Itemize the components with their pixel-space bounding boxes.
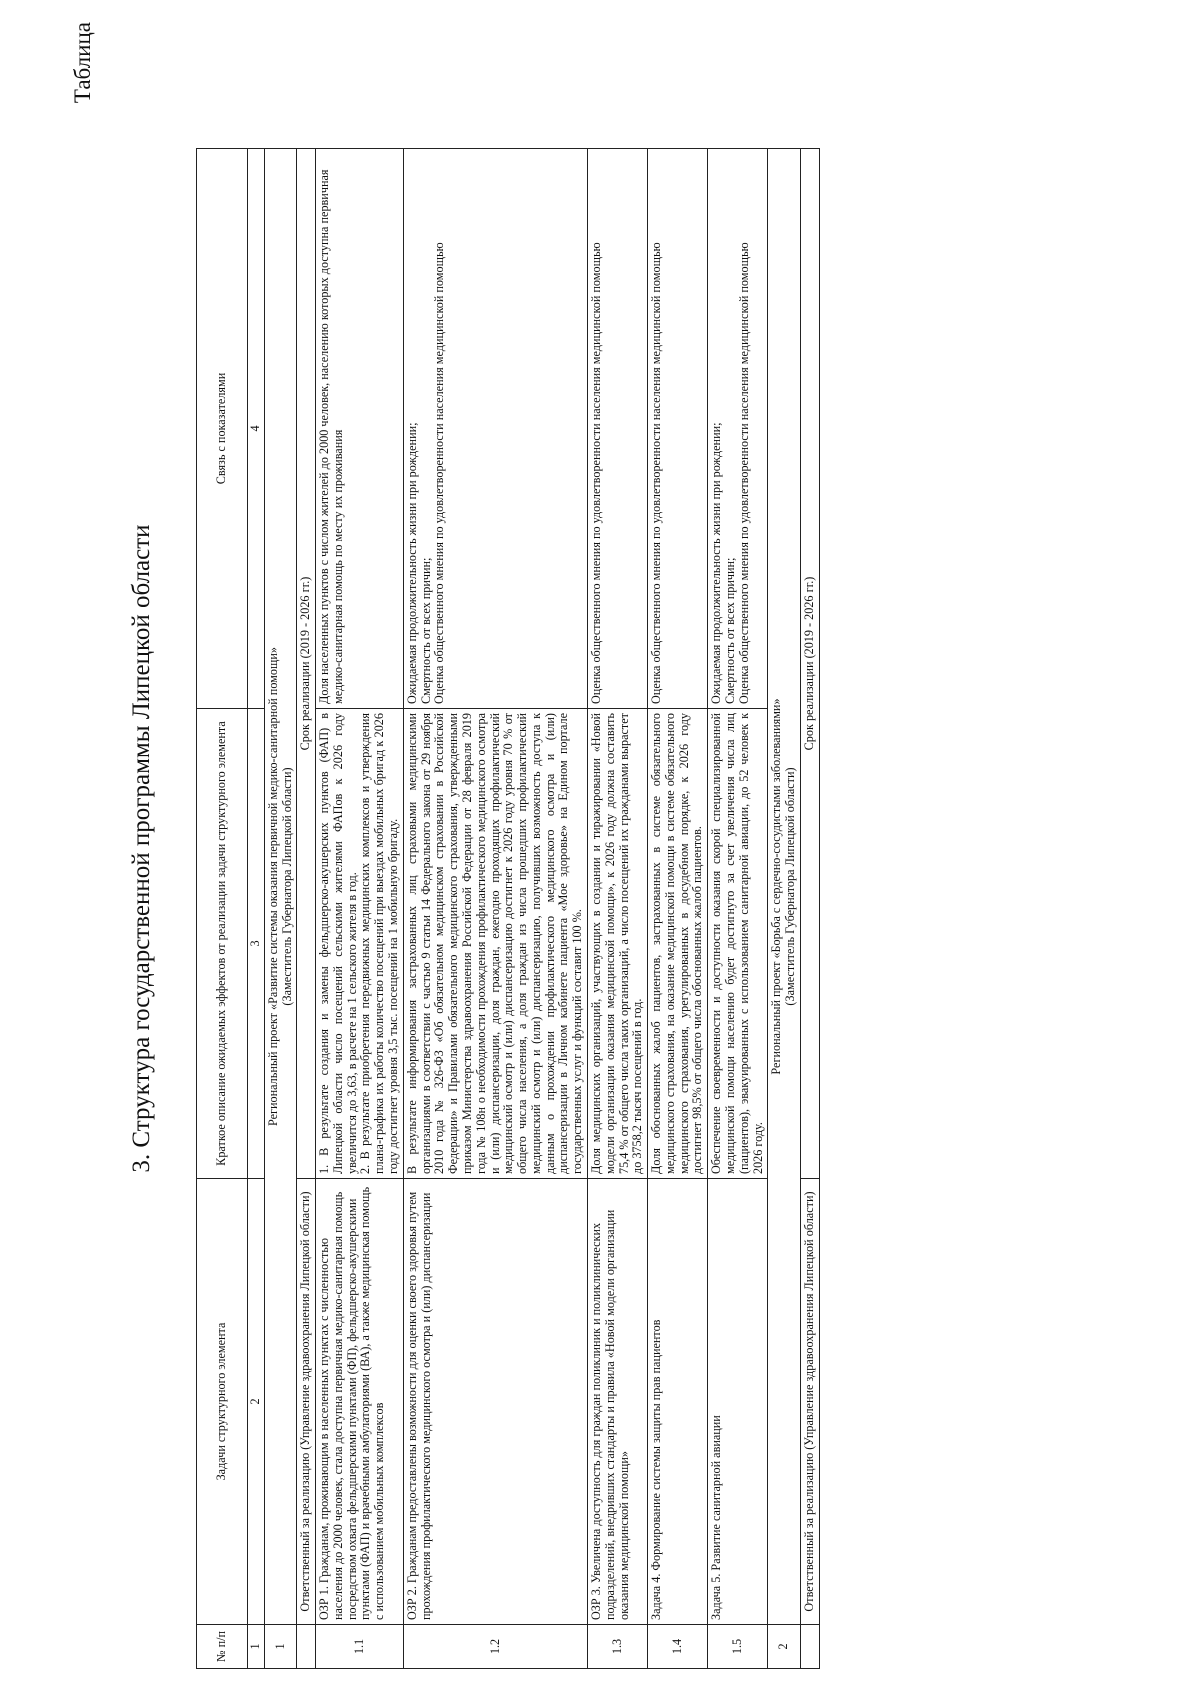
table-row xyxy=(403,149,587,1669)
column-number: 1 xyxy=(248,1625,265,1669)
row-indicators: Ожидаемая продолжительность жизни при рождении; Смертность от всех причин; Оценка общественного мнения по удовлетворенности населения медицинской помощью xyxy=(708,149,768,709)
program-structure-table xyxy=(196,148,820,1669)
table-caption: Таблица xyxy=(70,22,95,104)
period-text: Срок реализации (2019 - 2026 гг.) xyxy=(297,149,316,1179)
header-row xyxy=(197,149,248,1669)
table-row xyxy=(708,149,768,1669)
section-title: Региональный проект «Развитие системы оказания первичной медико-санитарной помощи» (Заместитель Губернатора Липецкой области) xyxy=(264,149,297,1625)
row-task: ОЗР 1. Гражданам, проживающим в населенных пунктах с численностью населения до 2000 человек, стала доступна первичная медико-санитарная помощь посредством охвата фельдшерскими пунктами (ФП), фельдшерско-акушерскими пунктами (ФАП) и врачебными амбулаториями (ВА), а также медицинская помощь с использованием мобильных комплексов xyxy=(316,1179,404,1625)
section-number: 1 xyxy=(264,1625,297,1669)
row-number: 1.5 xyxy=(708,1625,768,1669)
column-number: 4 xyxy=(248,149,265,709)
row-task: Задача 4. Формирование системы защиты прав пациентов xyxy=(648,1179,708,1625)
page-title: 3. Структура государственной программы Липецкой области xyxy=(128,524,155,1173)
row-task: Задача 5. Развитие санитарной авиации xyxy=(708,1179,768,1625)
row-effect: 1. В результате создания и замены фельдшерско-акушерских пунктов (ФАП) в Липецкой области число посещений сельскими жителями ФАПов к 2026 году увеличится до 3,63, в расчете на 1 сельского жителя в год. 2. В результате приобретения передвижных медицинских комплексов и утверждения плана-графика их работы количество посещений при выездах мобильных бригад к 2026 году достигнет уровня 3,5 тыс. посещений на 1 мобильную бригаду. xyxy=(316,709,404,1179)
table-row xyxy=(648,149,708,1669)
row-effect: Доля обоснованных жалоб пациентов, застрахованных в системе обязательного медицинского страхования, на оказание медицинской помощи в системе обязательного медицинского страхования, урегулированных в досудебном порядке, к 2026 году достигнет 98,5% от общего числа обоснованных жалоб пациентов. xyxy=(648,709,708,1179)
section-row xyxy=(264,149,297,1669)
section-number: 2 xyxy=(768,1625,801,1669)
responsible-row xyxy=(297,149,316,1669)
row-effect: В результате информирования застрахованных лиц страховыми медицинскими организациями в соответствии с частью 9 статьи 14 Федерального закона от 29 ноября 2010 года № 326-ФЗ «Об обязательном медицинском страховании в Российской Федерации» и Правилами обязательного медицинского страхования, утвержденными приказом Министерства здравоохранения Российской Федерации от 28 февраля 2019 года № 108н о необходимости прохождения профилактического медицинского осмотра и (или) диспансеризации, доля граждан, ежегодно проходящих профилактический медицинский осмотр и (или) диспансеризацию достигнет к 2026 году уровня 70 % от общего числа населения, а доля граждан из числа прошедших профилактический медицинский осмотр и (или) диспансеризацию, получивших возможность доступа к данным о прохождении профилактического медицинского осмотра и (или) диспансеризации в Личном кабинете пациента «Мое здоровье» на Едином портале государственных услуг и функций составит 100 %. xyxy=(403,709,587,1179)
section-title: Региональный проект «Борьба с сердечно-сосудистыми заболеваниями» (Заместитель Губернатора Липецкой области) xyxy=(768,149,801,1625)
header-cell: Связь с показателями xyxy=(197,149,248,709)
table-row xyxy=(316,149,404,1669)
responsible-text: Ответственный за реализацию (Управление здравоохранения Липецкой области) xyxy=(800,1179,819,1625)
row-task: ОЗР 3. Увеличена доступность для граждан поликлиник и поликлинических подразделений, внедривших стандарты и правила «Новой модели организации оказания медицинской помощи» xyxy=(587,1179,647,1625)
responsible-row xyxy=(800,149,819,1669)
header-cell: Задачи структурного элемента xyxy=(197,1179,248,1625)
row-effect: Обеспечение своевременности и доступности оказания скорой специализированной медицинской помощи населению будет достигнуто за счет увеличения числа лиц (пациентов), эвакуированных с использованием санитарной авиации, до 52 человек к 2026 году. xyxy=(708,709,768,1179)
row-indicators: Оценка общественного мнения по удовлетворенности населения медицинской помощью xyxy=(587,149,647,709)
row-indicators: Оценка общественного мнения по удовлетворенности населения медицинской помощью xyxy=(648,149,708,709)
column-number: 3 xyxy=(248,709,265,1179)
period-text: Срок реализации (2019 - 2026 гг.) xyxy=(800,149,819,1179)
column-number: 2 xyxy=(248,1179,265,1625)
row-indicators: Доля населенных пунктов с числом жителей до 2000 человек, населению которых доступна первичная медико-санитарная помощь по месту их проживания xyxy=(316,149,404,709)
row-indicators: Ожидаемая продолжительность жизни при рождении; Смертность от всех причин; Оценка общественного мнения по удовлетворенности населения медицинской помощью xyxy=(403,149,587,709)
table-row xyxy=(587,149,647,1669)
row-number: 1.3 xyxy=(587,1625,647,1669)
row-number: 1.2 xyxy=(403,1625,587,1669)
header-cell: № п/п xyxy=(197,1625,248,1669)
row-effect: Доля медицинских организаций, участвующих в создании и тиражировании «Новой модели организации оказания медицинской помощи», к 2026 году должна составить 75,4 % от общего числа таких организаций, а число посещений их гражданами вырастет до 3758,2 тысяч посещений в год. xyxy=(587,709,647,1179)
section-row xyxy=(768,149,801,1669)
row-number: 1.1 xyxy=(316,1625,404,1669)
row-number: 1.4 xyxy=(648,1625,708,1669)
header-cell: Краткое описание ожидаемых эффектов от реализации задачи структурного элемента xyxy=(197,709,248,1179)
responsible-text: Ответственный за реализацию (Управление здравоохранения Липецкой области) xyxy=(297,1179,316,1625)
column-number-row xyxy=(248,149,265,1669)
row-task: ОЗР 2. Гражданам предоставлены возможности для оценки своего здоровья путем прохождения профилактического медицинского осмотра и (или) диспансеризации xyxy=(403,1179,587,1625)
